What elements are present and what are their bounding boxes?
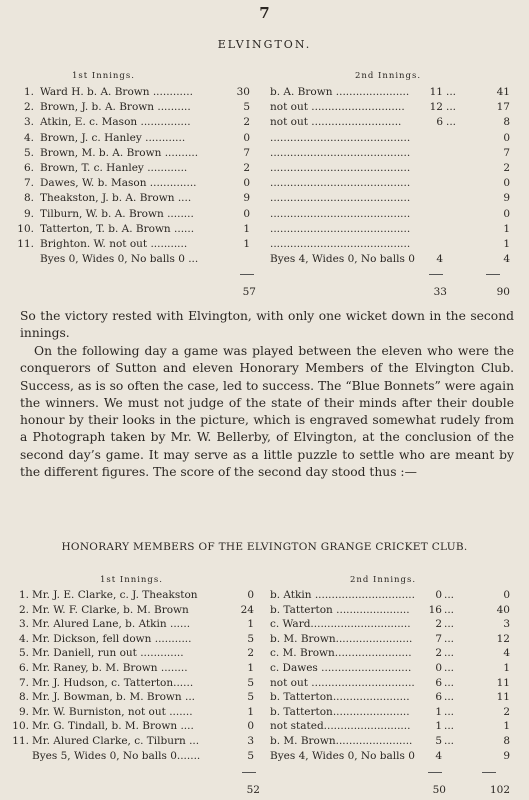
total-runs: 1 — [503, 662, 510, 674]
row-number: 1. — [23, 86, 34, 98]
row-number: 11. — [12, 735, 29, 747]
second-innings-entry: not out ........................... — [270, 116, 402, 129]
first-innings-entry: Dawes, W. b. Mason .............. — [40, 177, 197, 190]
row-number: 5. — [23, 146, 34, 159]
total-runs: 0 — [503, 207, 510, 220]
first-innings-entry: Brighton. W. not out ........... — [40, 238, 188, 250]
first-innings-entry: Byes 0, Wides 0, No balls 0 ... — [40, 253, 199, 266]
second-innings-runs: 0 — [435, 662, 442, 674]
second-innings-runs: 1 — [435, 720, 442, 733]
first-innings-runs: 0 — [243, 207, 250, 220]
first-innings-runs: 5 — [247, 749, 254, 762]
first-innings-entry: Mr. Alured Clarke, c. Tilburn ... — [32, 735, 200, 747]
second-innings-entry: b. A. Brown ...................... — [270, 86, 410, 98]
second-innings-runs: 7 — [435, 632, 442, 645]
first-innings-runs: 5 — [247, 632, 254, 645]
first-innings-runs: 24 — [240, 603, 254, 616]
separator-dots: ... — [444, 603, 455, 616]
first-innings-entry: Mr. J. Bowman, b. M. Brown ... — [32, 691, 196, 704]
first-innings-entry: Mr. Alured Lane, b. Atkin ...... — [32, 618, 191, 631]
total-runs: 9 — [503, 749, 510, 762]
first-innings-entry: Mr. G. Tindall, b. M. Brown .... — [32, 720, 194, 733]
separator-dots: ... — [444, 691, 455, 704]
row-number: 8. — [23, 192, 34, 205]
total-rule — [242, 772, 256, 773]
first-innings-entry: Mr. W. Burniston, not out ....... — [32, 705, 193, 718]
second-innings-runs: 1 — [435, 705, 442, 718]
first-innings-runs: 7 — [243, 146, 250, 159]
total-runs: 17 — [496, 101, 510, 114]
separator-dots: ... — [446, 86, 457, 98]
second-innings-entry: b. M. Brown....................... — [270, 632, 413, 645]
row-number: 1. — [18, 589, 29, 601]
row-number: 10. — [12, 720, 29, 733]
match2-title: HONORARY MEMBERS OF THE ELVINGTON GRANGE CRICKET CLUB. — [61, 541, 468, 553]
total-rule — [482, 772, 496, 773]
second-innings-runs: 2 — [435, 618, 442, 631]
first-innings-entry: Mr. Daniell, run out ............. — [32, 647, 184, 660]
match-total: 102 — [489, 784, 510, 797]
second-innings-runs: 0 — [435, 589, 442, 601]
second-innings-runs: 4 — [435, 749, 442, 762]
total-runs: 4 — [503, 253, 510, 266]
total-runs: 1 — [503, 720, 510, 733]
paragraph-second-game: On the following day a game was played between the eleven who were the conquerors of Sutton and eleven Honorary Members of the Elvington Club. Success, as is so often the case, led to success. The “Blue Bonnets” were again the winners. We must not judge of the state of their minds after their double honour by their looks in the picture, which is engraved somewhat rudely from a Photograph taken by Mr. W. Bellerby, of Elvington, at the conclusion of the second day’s game. It may serve as a little puzzle to settle who are meant by the different figures. The score of the second day stood thus :— — [20, 344, 514, 480]
match-total: 90 — [496, 286, 510, 299]
second-innings-total: 33 — [433, 286, 447, 299]
row-number: 3. — [18, 618, 29, 631]
first-innings-runs: 0 — [243, 131, 250, 144]
first-innings-total: 52 — [246, 784, 260, 797]
separator-dots: ... — [444, 618, 455, 631]
separator-dots: ... — [444, 735, 455, 747]
first-innings-runs: 1 — [247, 618, 254, 631]
first-innings-entry: Brown, J. b. A. Brown .......... — [40, 101, 191, 114]
total-runs: 0 — [503, 131, 510, 144]
separator-dots: ... — [444, 647, 455, 660]
first-innings-entry: Mr. W. F. Clarke, b. M. Brown — [32, 603, 189, 616]
second-innings-entry: .......................................... — [270, 238, 411, 250]
first-innings-entry: Mr. Raney, b. M. Brown ........ — [32, 662, 188, 674]
first-innings-runs: 5 — [247, 691, 254, 704]
row-number: 11. — [17, 238, 34, 250]
total-runs: 0 — [503, 589, 510, 601]
second-innings-entry: Byes 4, Wides 0, No balls 0 — [270, 253, 415, 266]
first-innings-total: 57 — [242, 286, 256, 299]
total-rule — [486, 274, 500, 275]
first-innings-runs: 1 — [247, 705, 254, 718]
second-innings-entry: .......................................... — [270, 131, 411, 144]
match1-second-innings-heading: 2nd Innings. — [355, 71, 422, 81]
row-number: 10. — [17, 222, 34, 235]
second-innings-entry: b. M. Brown....................... — [270, 735, 413, 747]
match2-first-innings-heading: 1st Innings. — [100, 575, 163, 585]
first-innings-entry: Mr. J. E. Clarke, c. J. Theakston — [32, 589, 198, 601]
total-runs: 1 — [503, 222, 510, 235]
first-innings-entry: Brown, J. c. Hanley ............ — [40, 131, 186, 144]
row-number: 3. — [23, 116, 34, 129]
second-innings-entry: .......................................... — [270, 162, 411, 174]
row-number: 6. — [18, 662, 29, 674]
row-number: 2. — [23, 101, 34, 114]
first-innings-runs: 1 — [243, 238, 250, 250]
first-innings-entry: Brown, T. c. Hanley ............ — [40, 162, 188, 174]
second-innings-entry: b. Tatterton....................... — [270, 705, 410, 718]
first-innings-runs: 3 — [247, 735, 254, 747]
total-runs: 2 — [503, 705, 510, 718]
row-number: 6. — [23, 162, 34, 174]
second-innings-entry: b. Tatterton....................... — [270, 691, 410, 704]
first-innings-entry: Byes 5, Wides 0, No balls 0....... — [32, 749, 201, 762]
second-innings-runs: 16 — [428, 603, 442, 616]
second-innings-entry: .......................................... — [270, 146, 411, 159]
separator-dots: ... — [444, 705, 455, 718]
paragraph-victory: So the victory rested with Elvington, with only one wicket down in the second innings. — [20, 309, 514, 341]
first-innings-runs: 0 — [247, 589, 254, 601]
total-rule — [429, 274, 443, 275]
separator-dots: ... — [444, 589, 455, 601]
first-innings-entry: Mr. J. Hudson, c. Tatterton...... — [32, 676, 194, 689]
row-number: 7. — [23, 177, 34, 190]
second-innings-entry: .......................................... — [270, 192, 411, 205]
first-innings-runs: 1 — [243, 222, 250, 235]
first-innings-entry: Theakston, J. b. A. Brown .... — [40, 192, 192, 205]
separator-dots: ... — [444, 676, 455, 689]
first-innings-runs: 2 — [243, 116, 250, 129]
row-number: 2. — [18, 603, 29, 616]
second-innings-runs: 2 — [435, 647, 442, 660]
first-innings-entry: Brown, M. b. A. Brown .......... — [40, 146, 199, 159]
second-innings-entry: .......................................... — [270, 222, 411, 235]
second-innings-entry: c. Dawes ........................... — [270, 662, 412, 674]
first-innings-runs: 5 — [247, 676, 254, 689]
first-innings-runs: 0 — [247, 720, 254, 733]
separator-dots: ... — [446, 116, 457, 129]
second-innings-runs: 4 — [436, 253, 443, 266]
total-runs: 4 — [503, 647, 510, 660]
row-number: 5. — [18, 647, 29, 660]
second-innings-entry: not out ............................ — [270, 101, 405, 114]
separator-dots: ... — [444, 720, 455, 733]
first-innings-runs: 9 — [243, 192, 250, 205]
second-innings-entry: Byes 4, Wides 0, No balls 0 — [270, 749, 415, 762]
second-innings-runs: 6 — [436, 116, 443, 129]
match2-second-innings-heading: 2nd Innings. — [350, 575, 417, 585]
second-innings-runs: 6 — [435, 676, 442, 689]
separator-dots: ... — [444, 632, 455, 645]
second-innings-total: 50 — [432, 784, 446, 797]
total-runs: 9 — [503, 192, 510, 205]
first-innings-entry: Tilburn, W. b. A. Brown ........ — [40, 207, 194, 220]
row-number: 4. — [23, 131, 34, 144]
total-rule — [240, 274, 254, 275]
second-innings-entry: b. Atkin .............................. — [270, 589, 415, 601]
total-runs: 8 — [503, 735, 510, 747]
first-innings-runs: 2 — [247, 647, 254, 660]
total-runs: 11 — [496, 691, 510, 704]
total-runs: 41 — [496, 86, 510, 98]
first-innings-entry: Tatterton, T. b. A. Brown ...... — [40, 222, 195, 235]
first-innings-runs: 0 — [243, 177, 250, 190]
second-innings-runs: 5 — [435, 735, 442, 747]
second-innings-runs: 12 — [429, 101, 443, 114]
row-number: 8. — [18, 691, 29, 704]
row-number: 4. — [18, 632, 29, 645]
total-runs: 8 — [503, 116, 510, 129]
second-innings-entry: .......................................... — [270, 177, 411, 190]
separator-dots: ... — [446, 101, 457, 114]
second-innings-runs: 6 — [435, 691, 442, 704]
first-innings-runs: 1 — [247, 662, 254, 674]
separator-dots: ... — [444, 662, 455, 674]
row-number: 9. — [23, 207, 34, 220]
total-runs: 12 — [496, 632, 510, 645]
second-innings-entry: not stated.......................... — [270, 720, 411, 733]
total-runs: 3 — [503, 618, 510, 631]
total-runs: 2 — [503, 162, 510, 174]
total-runs: 40 — [496, 603, 510, 616]
row-number: 7. — [18, 676, 29, 689]
total-runs: 1 — [503, 238, 510, 250]
second-innings-entry: .......................................... — [270, 207, 411, 220]
second-innings-entry: c. Ward.............................. — [270, 618, 411, 631]
second-innings-entry: not out ............................... — [270, 676, 415, 689]
row-number: 9. — [18, 705, 29, 718]
second-innings-entry: c. M. Brown....................... — [270, 647, 412, 660]
first-innings-runs: 5 — [243, 101, 250, 114]
first-innings-entry: Ward H. b. A. Brown ............ — [40, 86, 193, 98]
match1-title: ELVINGTON. — [217, 38, 312, 51]
second-innings-entry: b. Tatterton ...................... — [270, 603, 410, 616]
page-number: 7 — [259, 4, 270, 22]
first-innings-runs: 30 — [236, 86, 250, 98]
second-innings-runs: 11 — [429, 86, 443, 98]
total-runs: 7 — [503, 146, 510, 159]
match1-first-innings-heading: 1st Innings. — [72, 71, 135, 81]
first-innings-entry: Mr. Dickson, fell down ........... — [32, 632, 192, 645]
total-rule — [428, 772, 442, 773]
total-runs: 0 — [503, 177, 510, 190]
first-innings-entry: Atkin, E. c. Mason ............... — [40, 116, 191, 129]
first-innings-runs: 2 — [243, 162, 250, 174]
total-runs: 11 — [496, 676, 510, 689]
